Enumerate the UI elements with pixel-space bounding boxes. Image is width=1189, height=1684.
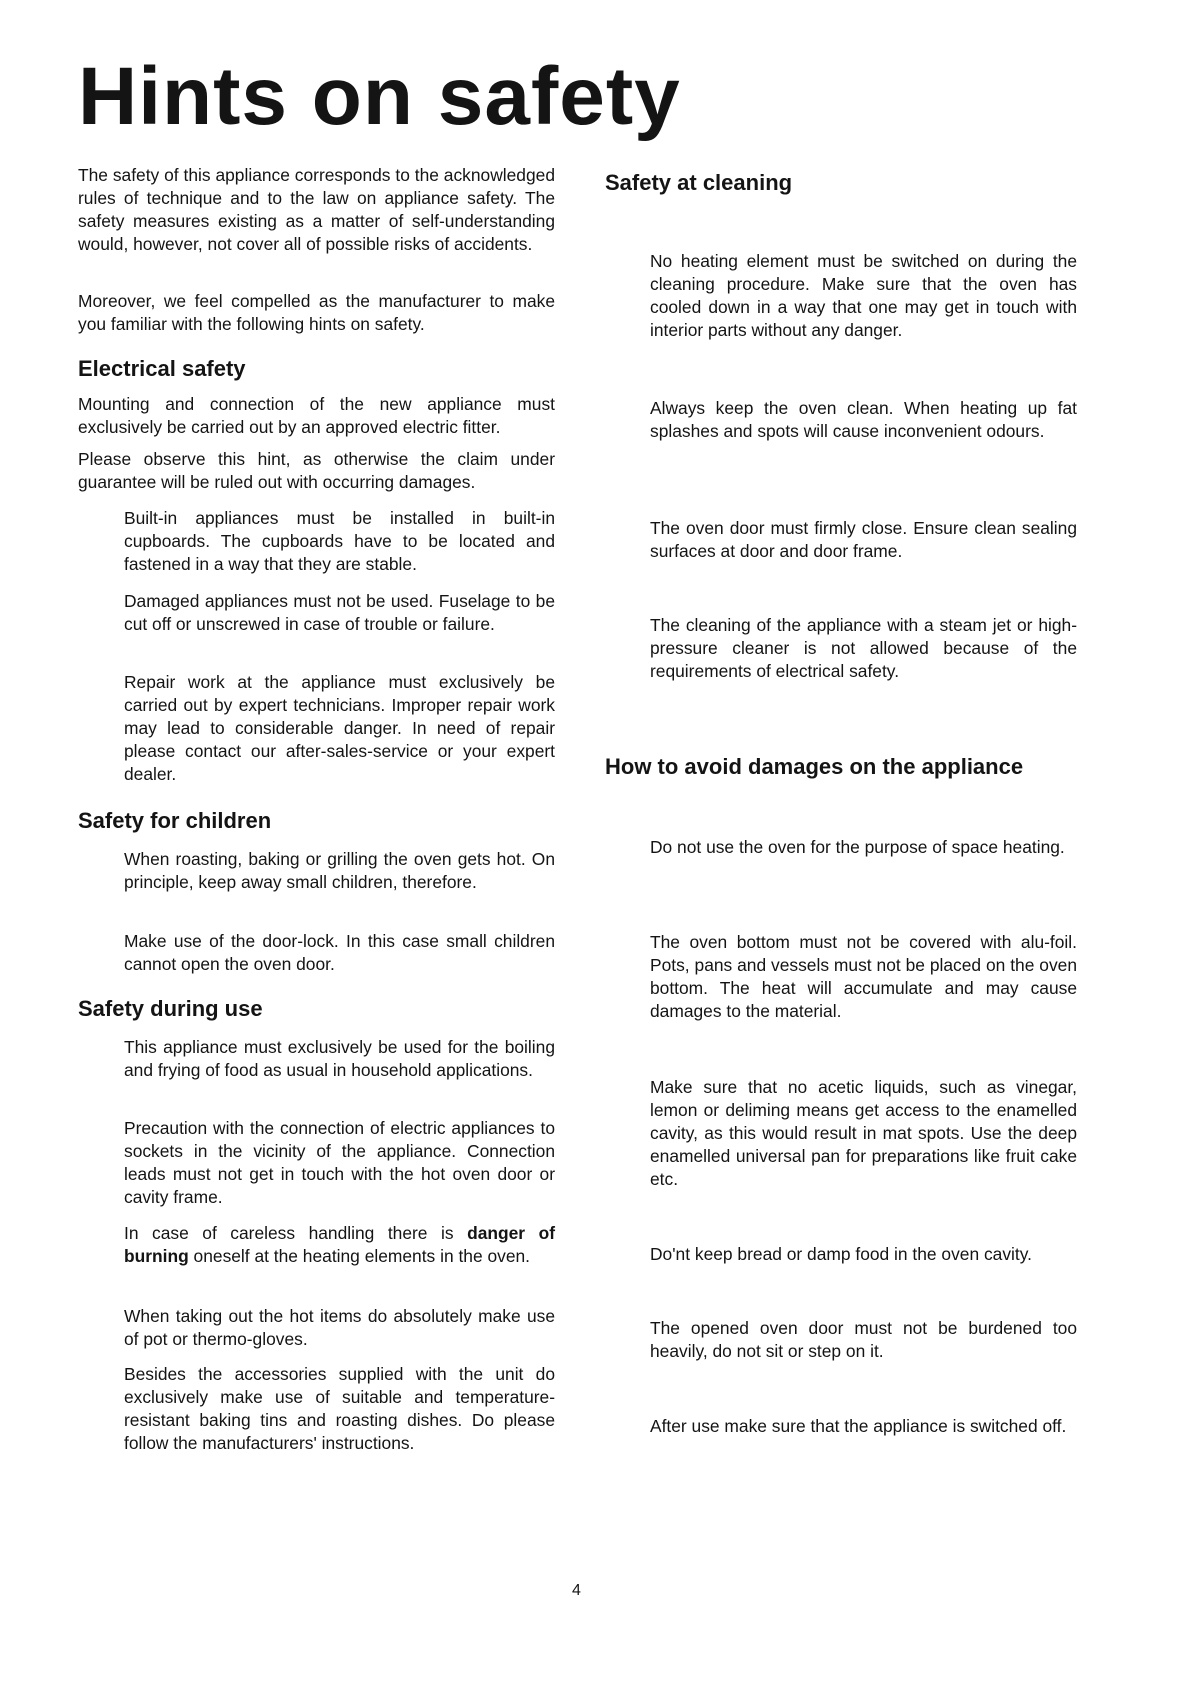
section-heading-damages: How to avoid damages on the appliance [605,754,1024,779]
list-item: Repair work at the appliance must exclusively be carried out by expert technicians. Improper repair work may lead to considerable danger. In need of repair please contact our after-sales-service or your expert dealer. [124,672,555,784]
list-item: The oven door must firmly close. Ensure clean sealing surfaces at door and door frame. [650,518,1077,561]
list-item: Besides the accessories supplied with the unit do exclusively make use of suitable and temperature-resistant baking tins and roasting dishes. Do please follow the manufacturers' instructions. [124,1364,555,1453]
section-heading-electrical: Electrical safety [78,356,246,381]
list-item: Make use of the door-lock. In this case small children cannot open the oven door. [124,931,555,974]
list-item: When roasting, baking or grilling the oven gets hot. On principle, keep away small children, therefore. [124,849,555,892]
intro-paragraph: The safety of this appliance corresponds to the acknowledged rules of technique and to the law on appliance safety. The safety measures existing as a matter of self-understanding would, however, not cover all of possible risks of accidents. [78,165,555,254]
list-item: This appliance must exclusively be used for the boiling and frying of food as usual in household applications. [124,1037,555,1080]
section-heading-use: Safety during use [78,996,263,1021]
list-item: Always keep the oven clean. When heating up fat splashes and spots will cause inconvenient odours. [650,398,1077,441]
paragraph: Please observe this hint, as otherwise the claim under guarantee will be ruled out with occurring damages. [78,449,555,492]
list-item: When taking out the hot items do absolutely make use of pot or thermo-gloves. [124,1306,555,1349]
intro-paragraph: Moreover, we feel compelled as the manufacturer to make you familiar with the following hints on safety. [78,291,555,334]
list-item: Do'nt keep bread or damp food in the oven cavity. [650,1244,1032,1264]
list-item-burning [124,1222,555,1268]
page-number: 4 [572,1582,581,1599]
text: oneself at the heating elements in the oven. [188,1246,531,1266]
list-item: Make sure that no acetic liquids, such as vinegar, lemon or deliming means get access to the enamelled cavity, as this would result in mat spots. Use the deep enamelled universal pan for preparations like fruit cake etc. [650,1077,1077,1189]
paragraph: Mounting and connection of the new appliance must exclusively be carried out by an approved electric fitter. [78,394,555,437]
section-heading-children: Safety for children [78,808,272,833]
danger-emphasis: danger of burning [124,1223,555,1266]
list-item: Precaution with the connection of electric appliances to sockets in the vicinity of the appliance. Connection leads must not get in touch with the hot oven door or cavity frame. [124,1118,555,1207]
list-item: After use make sure that the appliance is switched off. [650,1416,1067,1436]
list-item: Built-in appliances must be installed in built-in cupboards. The cupboards have to be located and fastened in a way that they are stable. [124,508,555,574]
page-title: Hints on safety [78,51,681,142]
list-item: Damaged appliances must not be used. Fuselage to be cut off or unscrewed in case of trouble or failure. [124,591,555,634]
list-item: The cleaning of the appliance with a steam jet or high-pressure cleaner is not allowed because of the requirements of electrical safety. [650,615,1077,681]
list-item: The opened oven door must not be burdened too heavily, do not sit or step on it. [650,1318,1077,1361]
text: In case of careless handling there is [124,1223,468,1243]
list-item: The oven bottom must not be covered with alu-foil. Pots, pans and vessels must not be placed on the oven bottom. The heat will accumulate and may cause damages to the material. [650,932,1077,1021]
list-item: Do not use the oven for the purpose of space heating. [650,837,1065,857]
list-item: No heating element must be switched on during the cleaning procedure. Make sure that the oven has cooled down in a way that one may get in touch with interior parts without any danger. [650,251,1077,340]
section-heading-cleaning: Safety at cleaning [605,170,793,195]
